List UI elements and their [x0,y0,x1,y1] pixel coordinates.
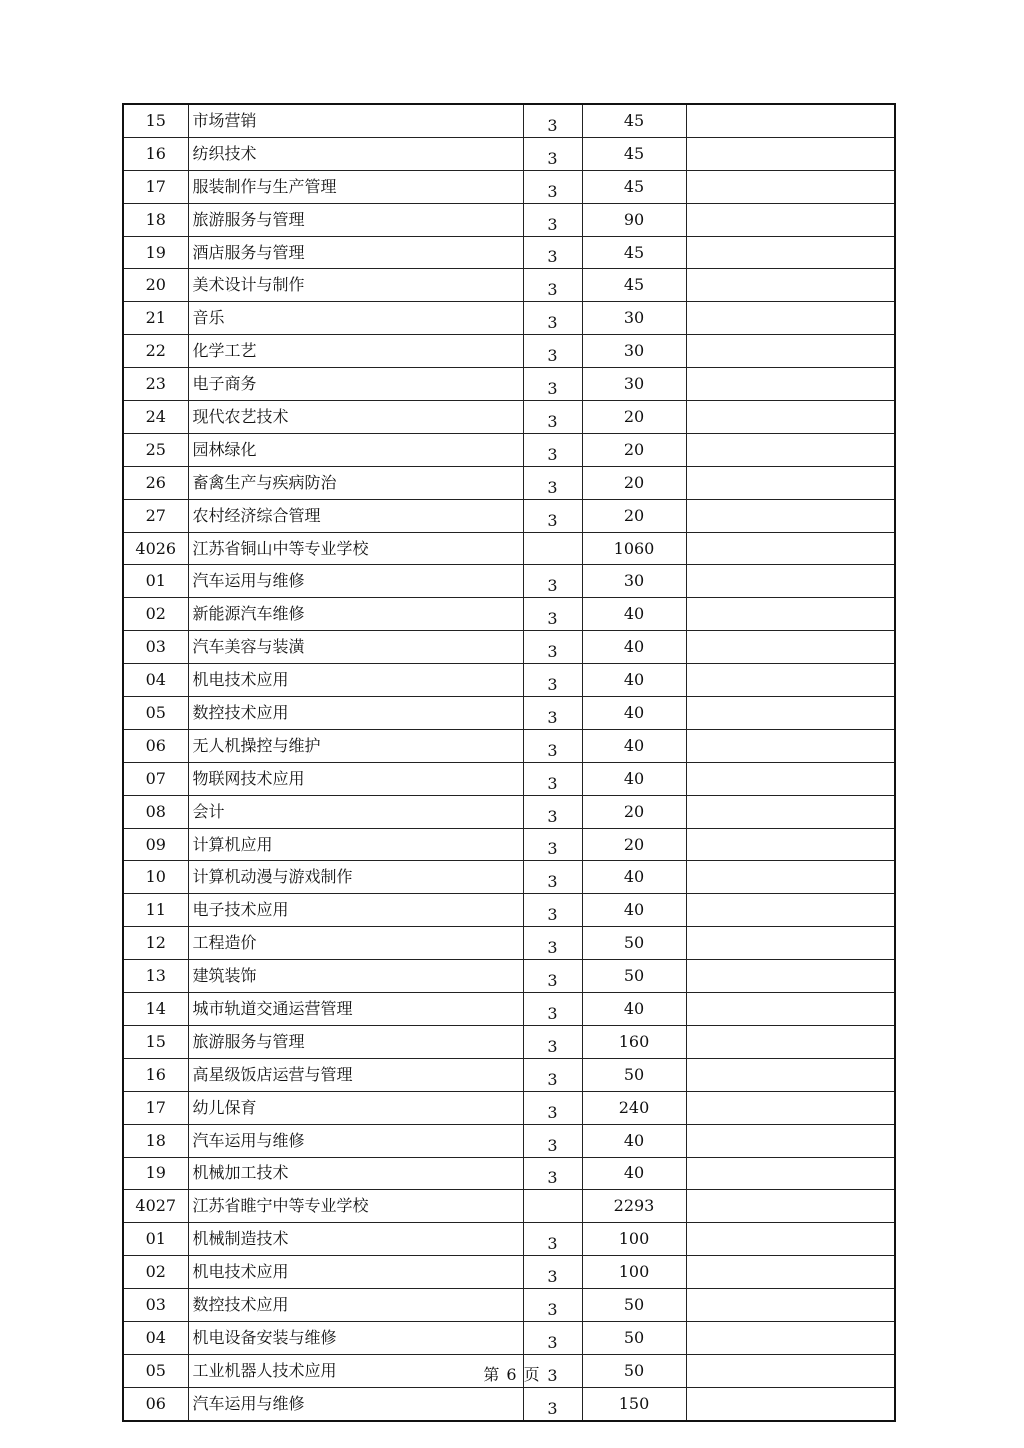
plan-cell: 45 [582,170,686,203]
table-row [123,795,895,828]
years-cell: 3 [523,203,582,236]
note-cell [686,1289,895,1322]
plan-cell: 20 [582,795,686,828]
name-cell: 机电技术应用 [188,664,523,697]
code-cell: 06 [123,1387,188,1420]
name-cell: 电子商务 [188,368,523,401]
table-row [123,203,895,236]
enrollment-table [122,103,896,1422]
note-cell [686,664,895,697]
years-cell: 3 [523,927,582,960]
table-row [123,828,895,861]
plan-cell: 2293 [582,1190,686,1223]
name-cell: 工业机器人技术应用 [188,1354,523,1387]
code-cell: 16 [123,1058,188,1091]
table-row [123,697,895,730]
code-cell: 19 [123,1157,188,1190]
table-row [123,729,895,762]
note-cell [686,1321,895,1354]
years-cell: 3 [523,137,582,170]
name-cell: 物联网技术应用 [188,762,523,795]
note-cell [686,565,895,598]
note-cell [686,433,895,466]
table-row [123,335,895,368]
note-cell [686,1025,895,1058]
plan-cell: 30 [582,302,686,335]
plan-cell: 30 [582,565,686,598]
code-cell: 18 [123,1124,188,1157]
table-row [123,1058,895,1091]
name-cell: 机械加工技术 [188,1157,523,1190]
note-cell [686,927,895,960]
name-cell: 电子技术应用 [188,894,523,927]
note-cell [686,697,895,730]
plan-cell: 40 [582,631,686,664]
plan-cell: 90 [582,203,686,236]
table-row [123,170,895,203]
years-cell: 3 [523,104,582,137]
table-row [123,927,895,960]
code-cell: 06 [123,729,188,762]
note-cell [686,104,895,137]
table-row [123,269,895,302]
name-cell: 园林绿化 [188,433,523,466]
plan-cell: 50 [582,1321,686,1354]
years-cell: 3 [523,565,582,598]
code-cell: 19 [123,236,188,269]
code-cell: 26 [123,466,188,499]
table-row [123,762,895,795]
name-cell: 化学工艺 [188,335,523,368]
name-cell: 畜禽生产与疾病防治 [188,466,523,499]
name-cell: 汽车运用与维修 [188,1387,523,1420]
code-cell: 13 [123,960,188,993]
name-cell: 数控技术应用 [188,697,523,730]
years-cell: 3 [523,433,582,466]
name-cell: 建筑装饰 [188,960,523,993]
name-cell: 农村经济综合管理 [188,499,523,532]
code-cell: 4026 [123,532,188,565]
name-cell: 机电设备安装与维修 [188,1321,523,1354]
code-cell: 20 [123,269,188,302]
table-row [123,960,895,993]
note-cell [686,1124,895,1157]
page-number: 第 6 页 [483,1365,541,1384]
table-row [123,1321,895,1354]
note-cell [686,401,895,434]
years-cell [523,1190,582,1223]
code-cell: 27 [123,499,188,532]
code-cell: 08 [123,795,188,828]
name-cell: 新能源汽车维修 [188,598,523,631]
table-body [123,104,895,1421]
code-cell: 01 [123,565,188,598]
name-cell: 旅游服务与管理 [188,1025,523,1058]
years-cell: 3 [523,170,582,203]
plan-cell: 40 [582,1124,686,1157]
table-row [123,993,895,1026]
years-cell: 3 [523,302,582,335]
table-row [123,466,895,499]
table-row [123,894,895,927]
plan-cell: 40 [582,894,686,927]
name-cell: 计算机动漫与游戏制作 [188,861,523,894]
years-cell: 3 [523,664,582,697]
years-cell: 3 [523,1091,582,1124]
code-cell: 25 [123,433,188,466]
table-row [123,433,895,466]
table-row [123,1190,895,1223]
table-row [123,401,895,434]
table-row [123,1387,895,1420]
plan-cell: 40 [582,729,686,762]
code-cell: 09 [123,828,188,861]
name-cell: 工程造价 [188,927,523,960]
years-cell: 3 [523,762,582,795]
table-row [123,499,895,532]
years-cell: 3 [523,894,582,927]
table-row [123,532,895,565]
code-cell: 10 [123,861,188,894]
code-cell: 03 [123,1289,188,1322]
table-row [123,1124,895,1157]
code-cell: 12 [123,927,188,960]
note-cell [686,236,895,269]
years-cell: 3 [523,598,582,631]
code-cell: 11 [123,894,188,927]
note-cell [686,1157,895,1190]
name-cell: 美术设计与制作 [188,269,523,302]
plan-cell: 50 [582,1289,686,1322]
name-cell: 音乐 [188,302,523,335]
years-cell: 3 [523,1387,582,1420]
years-cell: 3 [523,1157,582,1190]
code-cell: 04 [123,664,188,697]
name-cell: 机电技术应用 [188,1256,523,1289]
code-cell: 21 [123,302,188,335]
plan-cell: 30 [582,368,686,401]
code-cell: 23 [123,368,188,401]
table-row [123,861,895,894]
plan-cell: 40 [582,598,686,631]
plan-cell: 50 [582,1058,686,1091]
years-cell: 3 [523,466,582,499]
plan-cell: 40 [582,861,686,894]
table-row [123,1025,895,1058]
plan-cell: 30 [582,335,686,368]
code-cell: 15 [123,1025,188,1058]
note-cell [686,203,895,236]
name-cell: 服装制作与生产管理 [188,170,523,203]
years-cell: 3 [523,368,582,401]
note-cell [686,762,895,795]
code-cell: 16 [123,137,188,170]
note-cell [686,795,895,828]
note-cell [686,335,895,368]
plan-cell: 50 [582,960,686,993]
table-row [123,565,895,598]
table-row [123,368,895,401]
years-cell: 3 [523,828,582,861]
note-cell [686,960,895,993]
table-row [123,598,895,631]
plan-cell: 150 [582,1387,686,1420]
code-cell: 04 [123,1321,188,1354]
name-cell: 酒店服务与管理 [188,236,523,269]
plan-cell: 40 [582,993,686,1026]
plan-cell: 20 [582,466,686,499]
note-cell [686,861,895,894]
table-row [123,104,895,137]
plan-cell: 40 [582,664,686,697]
code-cell: 01 [123,1223,188,1256]
years-cell: 3 [523,960,582,993]
name-cell: 会计 [188,795,523,828]
table-row [123,1091,895,1124]
name-cell: 数控技术应用 [188,1289,523,1322]
name-cell: 旅游服务与管理 [188,203,523,236]
note-cell [686,1223,895,1256]
table-row [123,1157,895,1190]
table-row [123,664,895,697]
plan-cell: 160 [582,1025,686,1058]
note-cell [686,269,895,302]
years-cell: 3 [523,1321,582,1354]
note-cell [686,368,895,401]
code-cell: 05 [123,697,188,730]
name-cell: 现代农艺技术 [188,401,523,434]
plan-cell: 100 [582,1256,686,1289]
name-cell: 汽车运用与维修 [188,1124,523,1157]
code-cell: 02 [123,1256,188,1289]
plan-cell: 1060 [582,532,686,565]
code-cell: 17 [123,170,188,203]
plan-cell: 50 [582,1354,686,1387]
years-cell: 3 [523,861,582,894]
note-cell [686,1256,895,1289]
table-row [123,236,895,269]
plan-cell: 20 [582,499,686,532]
plan-cell: 40 [582,1157,686,1190]
note-cell [686,894,895,927]
years-cell: 3 [523,795,582,828]
years-cell: 3 [523,697,582,730]
plan-cell: 20 [582,401,686,434]
years-cell: 3 [523,1058,582,1091]
plan-cell: 50 [582,927,686,960]
code-cell: 24 [123,401,188,434]
plan-cell: 45 [582,269,686,302]
note-cell [686,499,895,532]
table-row [123,302,895,335]
years-cell [523,532,582,565]
note-cell [686,302,895,335]
code-cell: 07 [123,762,188,795]
plan-cell: 40 [582,762,686,795]
note-cell [686,828,895,861]
table-row [123,631,895,664]
name-cell: 幼儿保育 [188,1091,523,1124]
note-cell [686,532,895,565]
note-cell [686,1387,895,1420]
table-row [123,1223,895,1256]
note-cell [686,729,895,762]
years-cell: 3 [523,993,582,1026]
code-cell: 15 [123,104,188,137]
years-cell: 3 [523,1124,582,1157]
years-cell: 3 [523,1256,582,1289]
name-cell: 无人机操控与维护 [188,729,523,762]
name-cell: 江苏省睢宁中等专业学校 [188,1190,523,1223]
note-cell [686,170,895,203]
table-row [123,1256,895,1289]
note-cell [686,1091,895,1124]
years-cell: 3 [523,401,582,434]
note-cell [686,1058,895,1091]
plan-cell: 40 [582,697,686,730]
code-cell: 14 [123,993,188,1026]
plan-cell: 45 [582,137,686,170]
name-cell: 高星级饭店运营与管理 [188,1058,523,1091]
code-cell: 17 [123,1091,188,1124]
plan-cell: 20 [582,828,686,861]
code-cell: 22 [123,335,188,368]
note-cell [686,137,895,170]
code-cell: 18 [123,203,188,236]
note-cell [686,993,895,1026]
note-cell [686,466,895,499]
plan-cell: 45 [582,104,686,137]
plan-cell: 240 [582,1091,686,1124]
note-cell [686,1190,895,1223]
table-row [123,137,895,170]
years-cell: 3 [523,1025,582,1058]
name-cell: 汽车运用与维修 [188,565,523,598]
name-cell: 江苏省铜山中等专业学校 [188,532,523,565]
code-cell: 03 [123,631,188,664]
years-cell: 3 [523,631,582,664]
years-cell: 3 [523,499,582,532]
years-cell: 3 [523,269,582,302]
name-cell: 机械制造技术 [188,1223,523,1256]
name-cell: 城市轨道交通运营管理 [188,993,523,1026]
table-row [123,1289,895,1322]
code-cell: 05 [123,1354,188,1387]
plan-cell: 100 [582,1223,686,1256]
note-cell [686,598,895,631]
years-cell: 3 [523,236,582,269]
years-cell: 3 [523,729,582,762]
name-cell: 市场营销 [188,104,523,137]
years-cell: 3 [523,335,582,368]
years-cell: 3 [523,1223,582,1256]
years-cell: 3 [523,1289,582,1322]
name-cell: 纺织技术 [188,137,523,170]
code-cell: 4027 [123,1190,188,1223]
note-cell [686,631,895,664]
code-cell: 02 [123,598,188,631]
plan-cell: 20 [582,433,686,466]
plan-cell: 45 [582,236,686,269]
years-cell: 3 [523,1354,582,1387]
name-cell: 计算机应用 [188,828,523,861]
name-cell: 汽车美容与装潢 [188,631,523,664]
